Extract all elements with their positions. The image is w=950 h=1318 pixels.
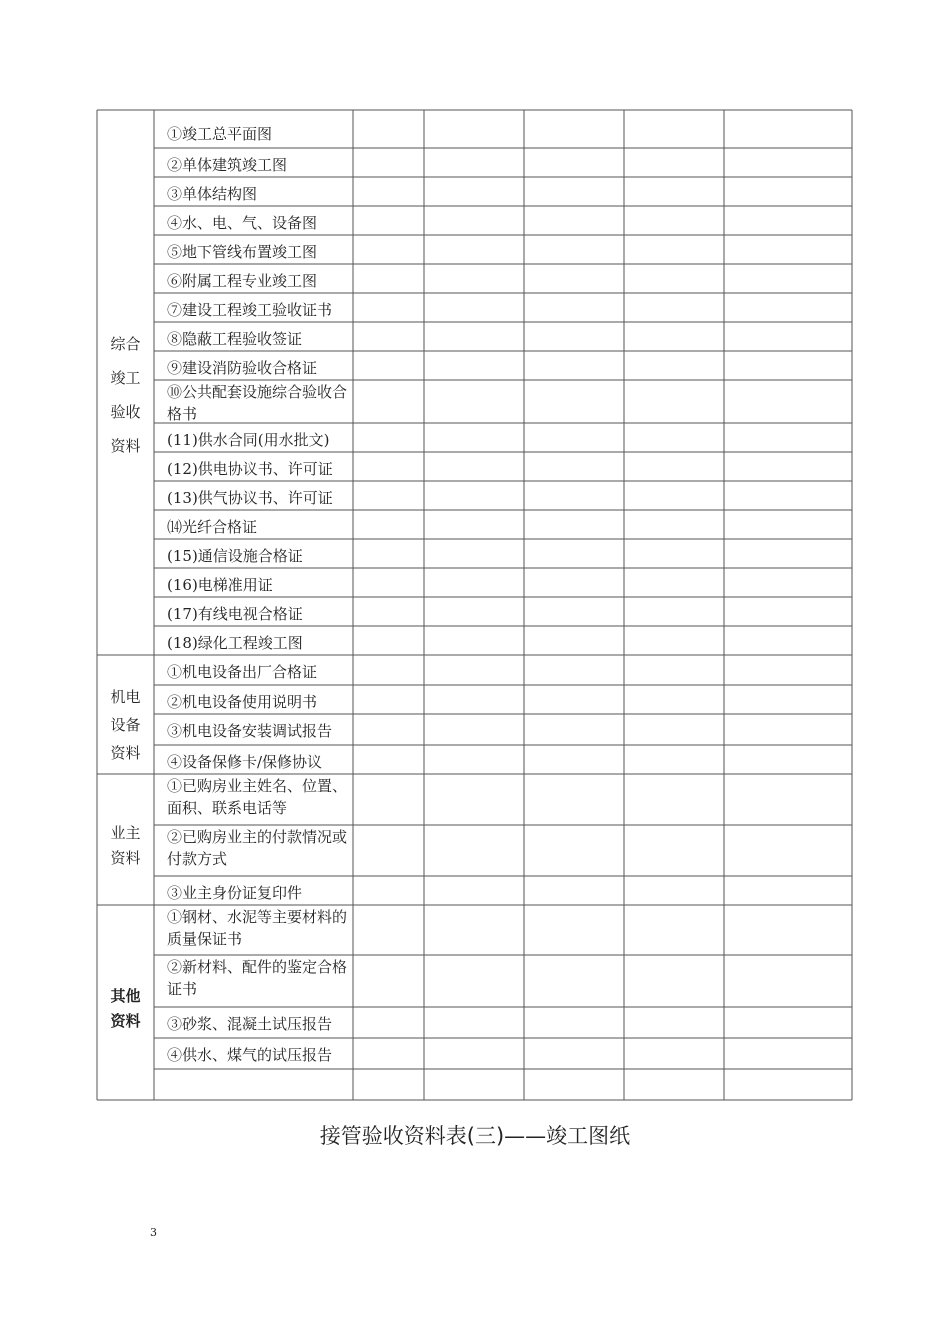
item-label: ⑨建设消防验收合格证 [167,359,318,377]
item-label: ④供水、煤气的试压报告 [167,1046,333,1064]
category-label-line: 其他 [110,987,141,1005]
item-label: ②新材料、配件的鉴定合格证书 [167,958,348,998]
category-label-line: 设备 [110,716,141,734]
category-label-line: 竣工 [110,369,141,387]
category-label-line: 资料 [110,744,141,762]
category-label [97,327,154,463]
item-label: ①钢材、水泥等主要材料的质量保证书 [167,908,348,948]
item-label: ⑧隐蔽工程验收签证 [167,330,303,348]
item-label: ⑤地下管线布置竣工图 [167,243,318,261]
item-label: (11)供水合同(用水批文) [167,431,330,449]
table-caption: 接管验收资料表(三)——竣工图纸 [319,1124,631,1148]
item-label: ⒁光纤合格证 [167,518,258,536]
category-label [97,683,154,767]
category-label [97,821,154,871]
category-label-line: 资料 [110,849,141,867]
item-label: ①机电设备出厂合格证 [167,663,318,681]
category-label-line: 资料 [110,437,141,455]
item-label: (12)供电协议书、许可证 [167,460,333,478]
item-label: ⑩公共配套设施综合验收合格书 [167,383,348,423]
category-label [97,984,154,1034]
item-label: ③机电设备安装调试报告 [167,722,333,740]
category-label-line: 机电 [110,688,141,706]
item-label: ②机电设备使用说明书 [167,693,318,711]
item-label: ①已购房业主姓名、位置、面积、联系电话等 [167,777,348,817]
item-label: ④设备保修卡/保修协议 [167,753,323,771]
item-label: (13)供气协议书、许可证 [167,489,333,507]
category-label-line: 验收 [110,403,141,421]
item-label: ③单体结构图 [167,185,258,203]
page-number: 3 [150,1226,157,1239]
item-label: (15)通信设施合格证 [167,547,303,565]
item-label: ⑦建设工程竣工验收证书 [167,301,333,319]
item-label: (17)有线电视合格证 [167,605,303,623]
item-label: ②单体建筑竣工图 [167,156,288,174]
item-label: ③业主身份证复印件 [167,884,303,902]
item-label [167,1075,348,1100]
category-label-line: 综合 [110,335,141,353]
item-label: ②已购房业主的付款情况或付款方式 [167,828,348,868]
category-label-line: 业主 [110,824,141,842]
item-label: ⑥附属工程专业竣工图 [167,272,318,290]
item-label: (16)电梯准用证 [167,576,273,594]
category-label-line: 资料 [110,1012,141,1030]
item-label: ④水、电、气、设备图 [167,214,318,232]
item-label: ①竣工总平面图 [167,125,273,143]
item-label: ③砂浆、混凝土试压报告 [167,1015,333,1033]
item-label: (18)绿化工程竣工图 [167,634,303,652]
